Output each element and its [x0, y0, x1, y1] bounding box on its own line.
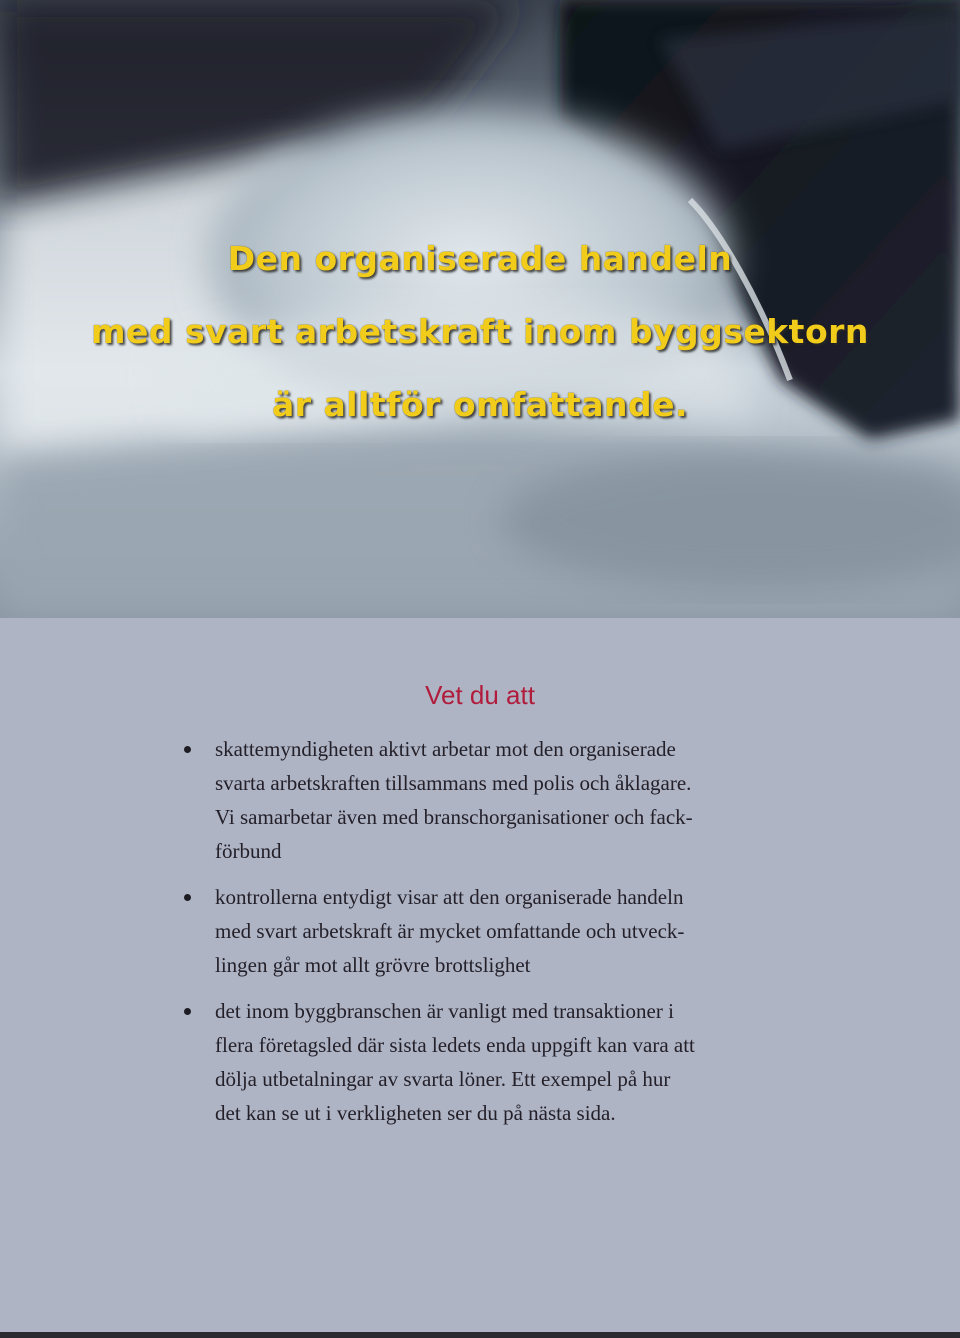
fact-list — [180, 732, 780, 1142]
bullet-icon — [184, 1008, 191, 1015]
list-item-text: dölja utbetalningar av svarta löner. Ett exempel på hur — [215, 1067, 671, 1091]
headline-line-1: Den organiserade handeln — [227, 239, 733, 278]
bullet-icon — [184, 894, 191, 901]
list-item-text: förbund — [215, 839, 282, 863]
list-item-text: flera företagsled där sista ledets enda uppgift kan vara att — [215, 1033, 695, 1057]
list-item-text: svarta arbetskraften tillsammans med polis och åklagare. — [215, 771, 692, 795]
list-item-text: skattemyndigheten aktivt arbetar mot den organiserade — [215, 737, 676, 761]
list-item-text: kontrollerna entydigt visar att den organiserade handeln — [215, 885, 684, 909]
list-item-text: lingen går mot allt grövre brottslighet — [215, 953, 531, 977]
list-item — [180, 880, 780, 982]
list-item-text: det inom byggbranschen är vanligt med transaktioner i — [215, 999, 674, 1023]
cover-headline — [0, 222, 960, 441]
list-item-text: med svart arbetskraft är mycket omfattande och utveck- — [215, 919, 685, 943]
list-item-text: det kan se ut i verkligheten ser du på nästa sida. — [215, 1101, 616, 1125]
list-item — [180, 732, 780, 868]
bullet-icon — [184, 746, 191, 753]
headline-line-2: med svart arbetskraft inom byggsektorn — [91, 312, 869, 351]
section-title: Vet du att — [425, 680, 535, 710]
headline-line-3: är alltför omfattande. — [271, 385, 689, 424]
bottom-border — [0, 1332, 960, 1338]
list-item-text: Vi samarbetar även med branschorganisationer och fack- — [215, 805, 693, 829]
list-item — [180, 994, 780, 1130]
info-panel — [0, 618, 960, 1332]
